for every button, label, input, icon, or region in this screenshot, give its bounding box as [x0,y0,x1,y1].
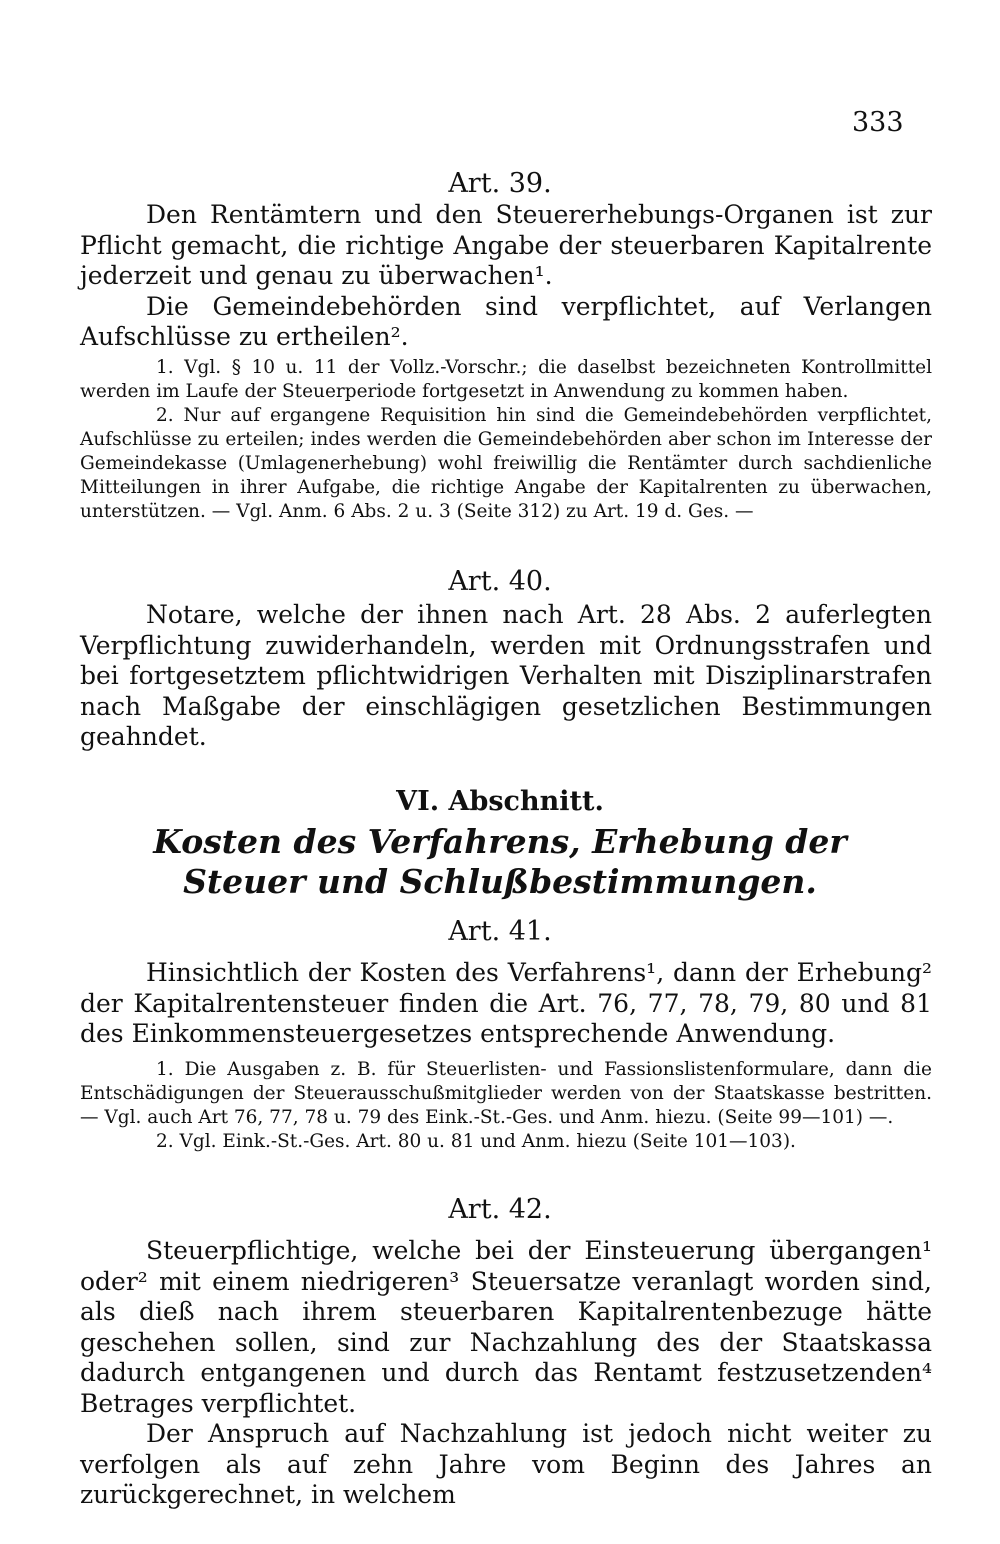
article-39-paragraph-2: Die Gemeindebehörden sind verpflichtet, auf Verlangen Aufschlüsse zu ertheilen². [80,291,932,351]
article-39-footnote-1: 1. Vgl. § 10 u. 11 der Vollz.-Vorschr.; die daselbst bezeichneten Kontrollmittel werden im Laufe der Steuerperiode fortgesetzt in Anwendung zu kommen haben. [80,357,932,402]
article-39-paragraph-1: Den Rentämtern und den Steuererhebungs-Organen ist zur Pflicht gemacht, die richtige Angabe der steuerbaren Kapitalrente jederzeit und genau zu überwachen¹. [80,200,932,290]
article-40-heading: Art. 40. [448,566,552,597]
article-42-heading: Art. 42. [448,1194,552,1225]
article-39-body [80,200,932,353]
article-39-heading: Art. 39. [448,168,552,199]
section-number: VI. Abschnitt. [396,786,604,817]
article-41-paragraph-1: Hinsichtlich der Kosten des Verfahrens¹, dann der Erhebung² der Kapitalrentensteuer finden die Art. 76, 77, 78, 79, 80 und 81 des Einkommensteuergesetzes entsprechende Anwendung. [80,958,932,1048]
article-42-paragraph-2: Der Anspruch auf Nachzahlung ist jedoch nicht weiter zu verfolgen als auf zehn Jahre vom Beginn des Jahres an zurückgerechnet, in welchem [80,1419,932,1509]
section-title: Kosten des Verfahrens, Erhebung der Steuer und Schlußbestimmungen. [153,822,847,901]
article-39-footnotes [80,356,932,524]
article-41-heading: Art. 41. [448,916,552,947]
article-41-body [80,958,932,1050]
article-42-paragraph-1: Steuerpflichtige, welche bei der Einsteuerung übergangen¹ oder² mit einem niedrigeren³ Steuersatze veranlagt worden sind, als dieß nach ihrem steuerbaren Kapitalrentenbezuge hätte geschehen sollen, sind zur Nachzahlung des der Staatskassa dadurch entgangenen und durch das Rentamt festzusetzenden⁴ Betrages verpflichtet. [80,1236,932,1418]
article-41-footnote-2: 2. Vgl. Eink.-St.-Ges. Art. 80 u. 81 und Anm. hiezu (Seite 101—103). [156,1131,796,1152]
page-number: 333 [852,107,904,138]
article-41-footnote-1: 1. Die Ausgaben z. B. für Steuerlisten- und Fassionslistenformulare, dann die Entschädigungen der Steuerausschußmitglieder werden von der Staatskasse bestritten. — Vgl. auch Art 76, 77, 78 u. 79 des Eink.-St.-Ges. und Anm. hiezu. (Seite 99—101) —. [80,1059,932,1128]
article-42-body [80,1236,932,1511]
article-39-footnote-2: 2. Nur auf ergangene Requisition hin sind die Gemeindebehörden verpflichtet, Aufschlüsse zu erteilen; indes werden die Gemeindebehörden aber schon im Interesse der Gemeindekasse (Umlagenerhebung) wohl freiwillig die Rentämter durch sachdienliche Mitteilungen in ihrer Aufgabe, die richtige Angabe der Kapitalrenten zu überwachen, unterstützen. — Vgl. Anm. 6 Abs. 2 u. 3 (Seite 312) zu Art. 19 d. Ges. — [80,405,932,522]
article-41-footnotes [80,1058,932,1154]
article-40-body [80,600,932,753]
article-40-paragraph-1: Notare, welche der ihnen nach Art. 28 Abs. 2 auferlegten Verpflichtung zuwiderhandeln, werden mit Ordnungsstrafen und bei fortgesetztem pflichtwidrigen Verhalten mit Disziplinarstrafen nach Maßgabe der einschlägigen gesetzlichen Bestimmungen geahndet. [80,600,932,751]
